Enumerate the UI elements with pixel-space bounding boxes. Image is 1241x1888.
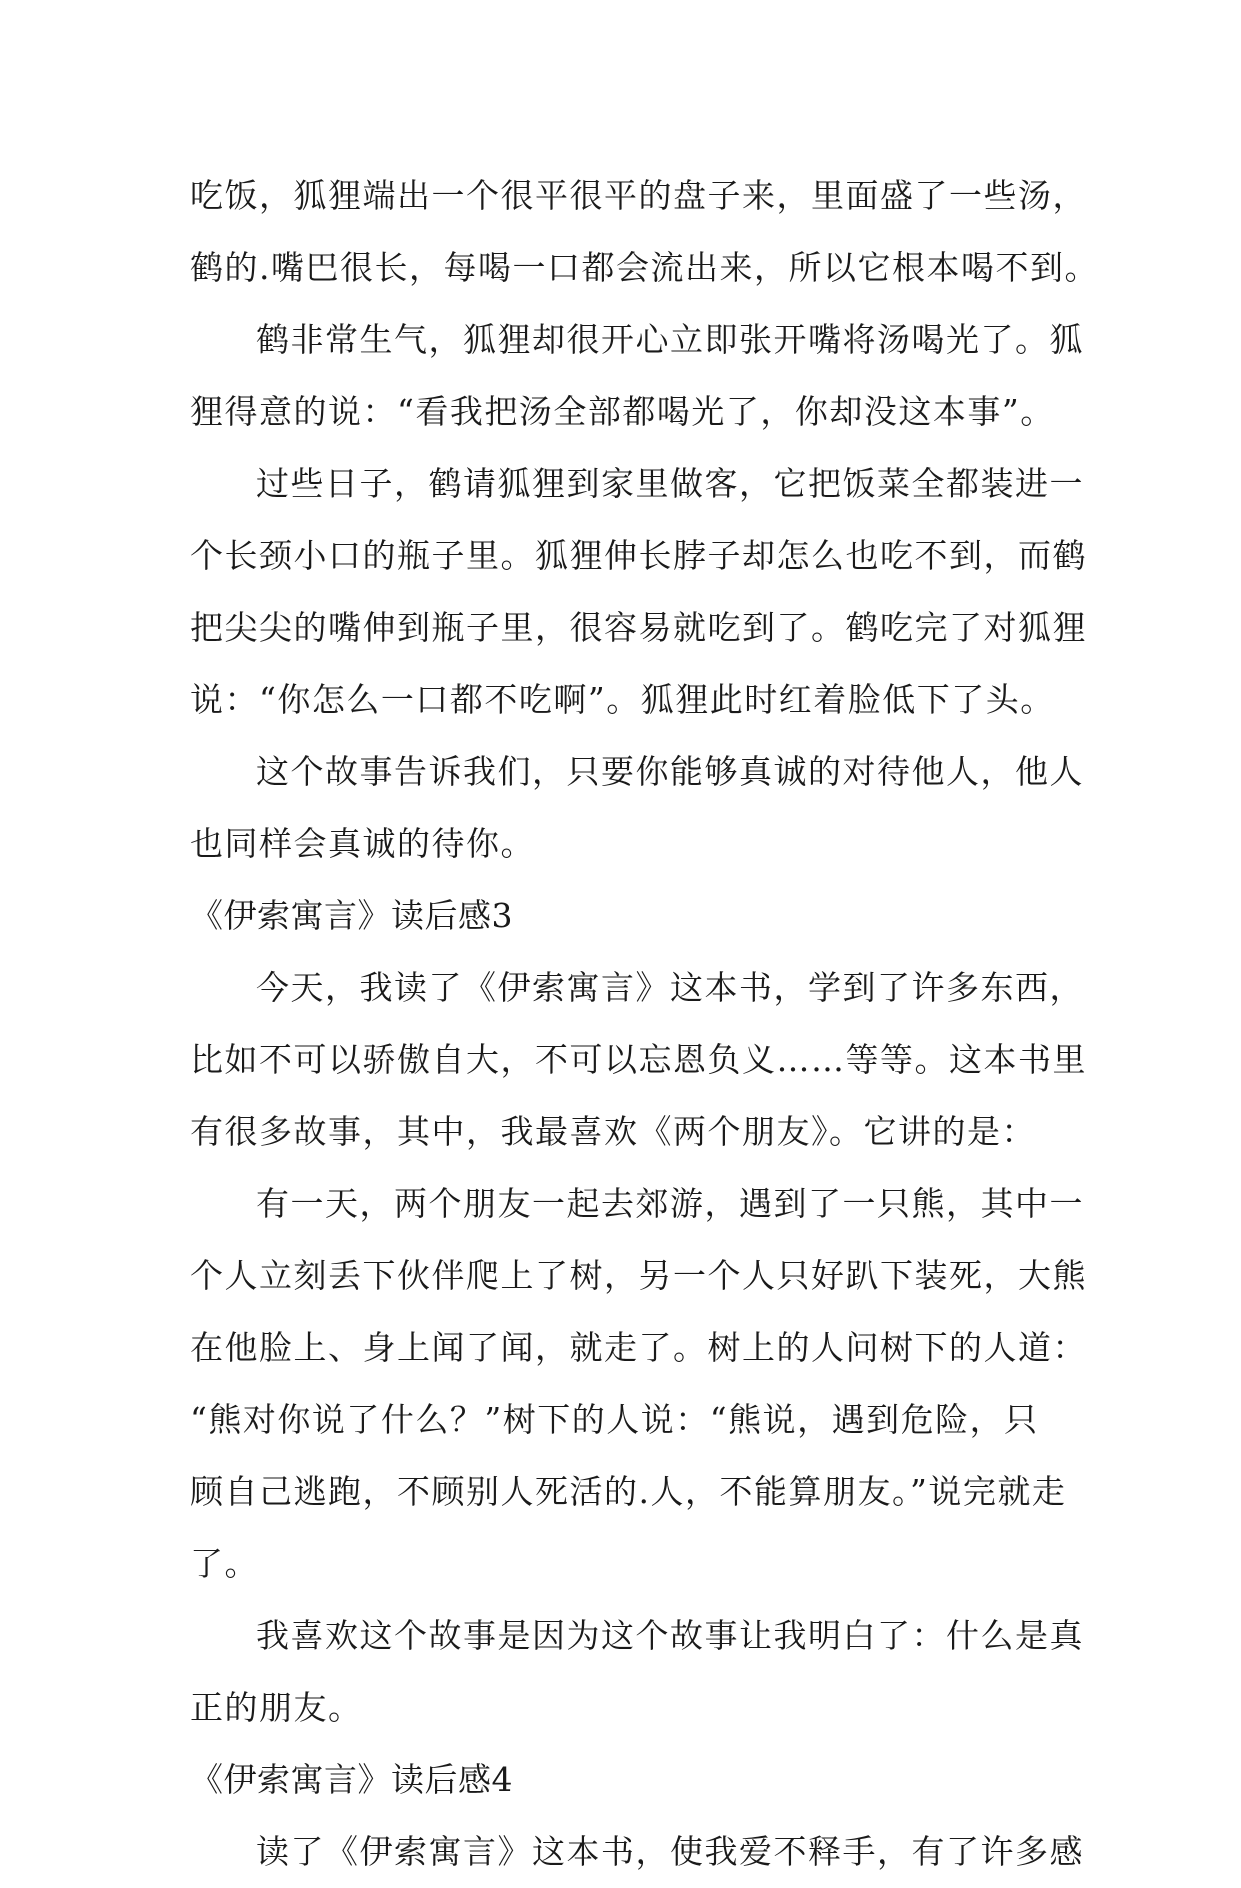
- text-line: 个人立刻丢下伙伴爬上了树，另一个人只好趴下装死，大熊: [190, 1256, 1087, 1295]
- document-page: [190, 160, 1099, 1888]
- paragraph-start-line: 这个故事告诉我们，只要你能够真诚的对待他人，他人: [256, 752, 1084, 791]
- text-line: 了。: [190, 1544, 259, 1583]
- text-line: 吃饭，狐狸端出一个很平很平的盘子来，里面盛了一些汤，: [190, 176, 1087, 215]
- text-line: 顾自己逃跑，不顾别人死活的.人，不能算朋友。”说完就走: [190, 1472, 1067, 1511]
- text-line: 鹤的.嘴巴很长，每喝一口都会流出来，所以它根本喝不到。: [190, 248, 1099, 287]
- text-line: 比如不可以骄傲自大，不可以忘恩负义……等等。这本书里: [190, 1040, 1087, 1079]
- paragraph-start-line: 我喜欢这个故事是因为这个故事让我明白了：什么是真: [256, 1616, 1084, 1655]
- text-line: 也同样会真诚的待你。: [190, 824, 535, 863]
- text-line: 狸得意的说：“看我把汤全部都喝光了，你却没这本事”。: [190, 392, 1055, 431]
- section-heading: 《伊索寓言》读后感4: [190, 1760, 513, 1799]
- paragraph-start-line: 今天，我读了《伊索寓言》这本书，学到了许多东西，: [256, 968, 1084, 1007]
- text-line: 说：“你怎么一口都不吃啊”。狐狸此时红着脸低下了头。: [190, 680, 1055, 719]
- text-line: “熊对你说了什么？”树下的人说：“熊说，遇到危险，只: [190, 1400, 1039, 1439]
- paragraph-start-line: 鹤非常生气，狐狸却很开心立即张开嘴将汤喝光了。狐: [256, 320, 1084, 359]
- paragraph-start-line: 有一天，两个朋友一起去郊游，遇到了一只熊，其中一: [256, 1184, 1084, 1223]
- text-line: 把尖尖的嘴伸到瓶子里，很容易就吃到了。鹤吃完了对狐狸: [190, 608, 1087, 647]
- text-line: 在他脸上、身上闻了闻，就走了。树上的人问树下的人道：: [190, 1328, 1087, 1367]
- text-line: 正的朋友。: [190, 1688, 363, 1727]
- section-heading: 《伊索寓言》读后感3: [190, 896, 513, 935]
- paragraph-start-line: 读了《伊索寓言》这本书，使我爱不释手，有了许多感: [256, 1832, 1084, 1871]
- text-line: 个长颈小口的瓶子里。狐狸伸长脖子却怎么也吃不到，而鹤: [190, 536, 1087, 575]
- paragraph-start-line: 过些日子，鹤请狐狸到家里做客，它把饭菜全都装进一: [256, 464, 1084, 503]
- text-line: 有很多故事，其中，我最喜欢《两个朋友》。它讲的是：: [190, 1112, 1036, 1151]
